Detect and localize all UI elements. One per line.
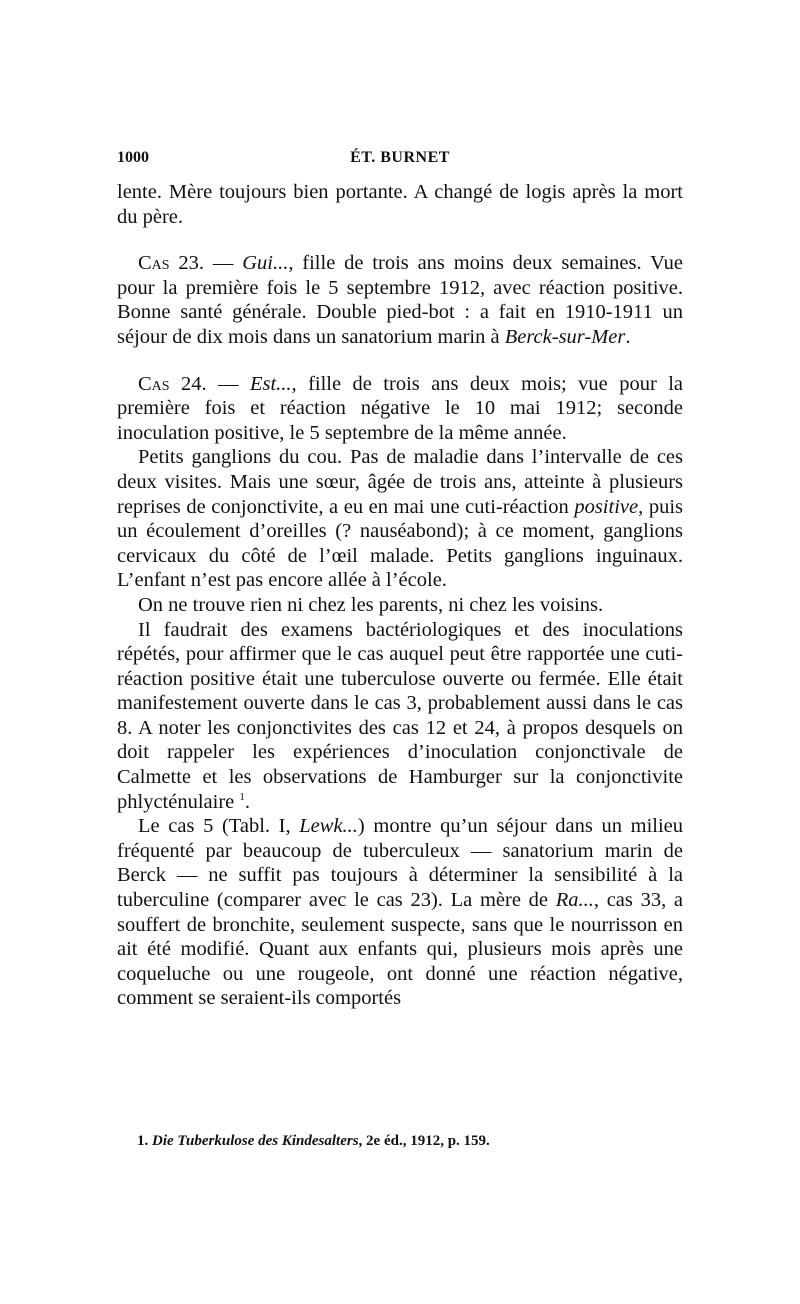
paragraph-cas-5: Le cas 5 (Tabl. I, Lewk...) montre qu’un séjour dans un milieu fréquenté par beaucoup de tuberculeux — sanatorium marin de Berck — ne suffit pas toujours à déterminer la sensibilité à la tuberculine (comparer avec le cas 23). La mère de Ra..., cas 33, a souffert de bronchite, seulement suspecte, sans que le nourrisson en ait été modifié. Quant aux enfants qui, plusieurs mois après une coqueluche ou une rougeole, ont donné une réaction négative, comment se seraient-ils comportés xyxy=(117,815,684,1010)
footnote-title: Die Tuberkulose des Kindesalters xyxy=(152,1133,359,1149)
case-23-paragraph: Cas 23. — Gui..., fille de trois ans moins deux semaines. Vue pour la première fois le 5 septembre 1912, avec réaction positive. Bonne santé générale. Double pied-bot : a fait en 1910-1911 un séjour de dix mois dans un sanatorium marin à Berck-sur-Mer. xyxy=(117,252,684,348)
patient-name: Ra... xyxy=(555,889,594,912)
footnote xyxy=(137,1131,683,1151)
place-name: Berck-sur-Mer xyxy=(504,325,626,348)
footnote-ref: 1 xyxy=(239,790,245,803)
paragraph-ganglions: Petits ganglions du cou. Pas de maladie dans l’intervalle de ces deux visites. Mais une sœur, âgée de trois ans, atteinte à plusieurs reprises de conjonctivite, a eu en mai une cuti-réaction positive, puis un écoulement d’oreilles (? nauséabond); à ce moment, ganglions cervicaux du côté de l’œil malade. Petits ganglions inguinaux. L’enfant n’est pas encore allée à l’école. xyxy=(117,446,683,592)
page-header xyxy=(117,146,683,170)
patient-name: Est... xyxy=(249,372,292,395)
page-body xyxy=(117,180,683,1011)
patient-name: Lewk... xyxy=(299,815,358,838)
case-label: Cas 23. xyxy=(138,252,205,275)
paragraph-continuation: lente. Mère toujours bien portante. A changé de logis après la mort du père. xyxy=(117,181,683,228)
emphasis-positive: positive xyxy=(574,495,639,518)
footnote-citation: , 2e éd., 1912, p. 159. xyxy=(358,1133,490,1149)
running-title: ÉT. BURNET xyxy=(350,149,450,166)
paragraph-examens: Il faudrait des examens bactériologiques et des inoculations répétés, pour affirmer que le cas auquel peut être rapportée une cuti-réaction positive était une tuberculose ouverte ou fermée. Elle était manifestement ouverte dans le cas 3, probablement aussi dans le cas 8. A noter les conjonctivites des cas 12 et 24, à propos desquels on doit rappeler les expériences d’inoculation conjonctivale de Calmette et les observations de Hamburger sur la conjonctivite phlycténulaire $^1$. xyxy=(117,618,683,813)
footnote-number: 1. xyxy=(137,1133,149,1149)
page-number: 1000 xyxy=(117,149,149,166)
case-label: Cas 24. xyxy=(138,372,207,395)
paragraph-parents: On ne trouve rien ni chez les parents, ni chez les voisins. xyxy=(138,593,604,616)
case-24-paragraph: Cas 24. — Est..., fille de trois ans deux mois; vue pour la première fois et réaction négative le 10 mai 1912; seconde inoculation positive, le 5 septembre de la même année. xyxy=(117,372,683,444)
patient-name: Gui... xyxy=(242,252,289,275)
